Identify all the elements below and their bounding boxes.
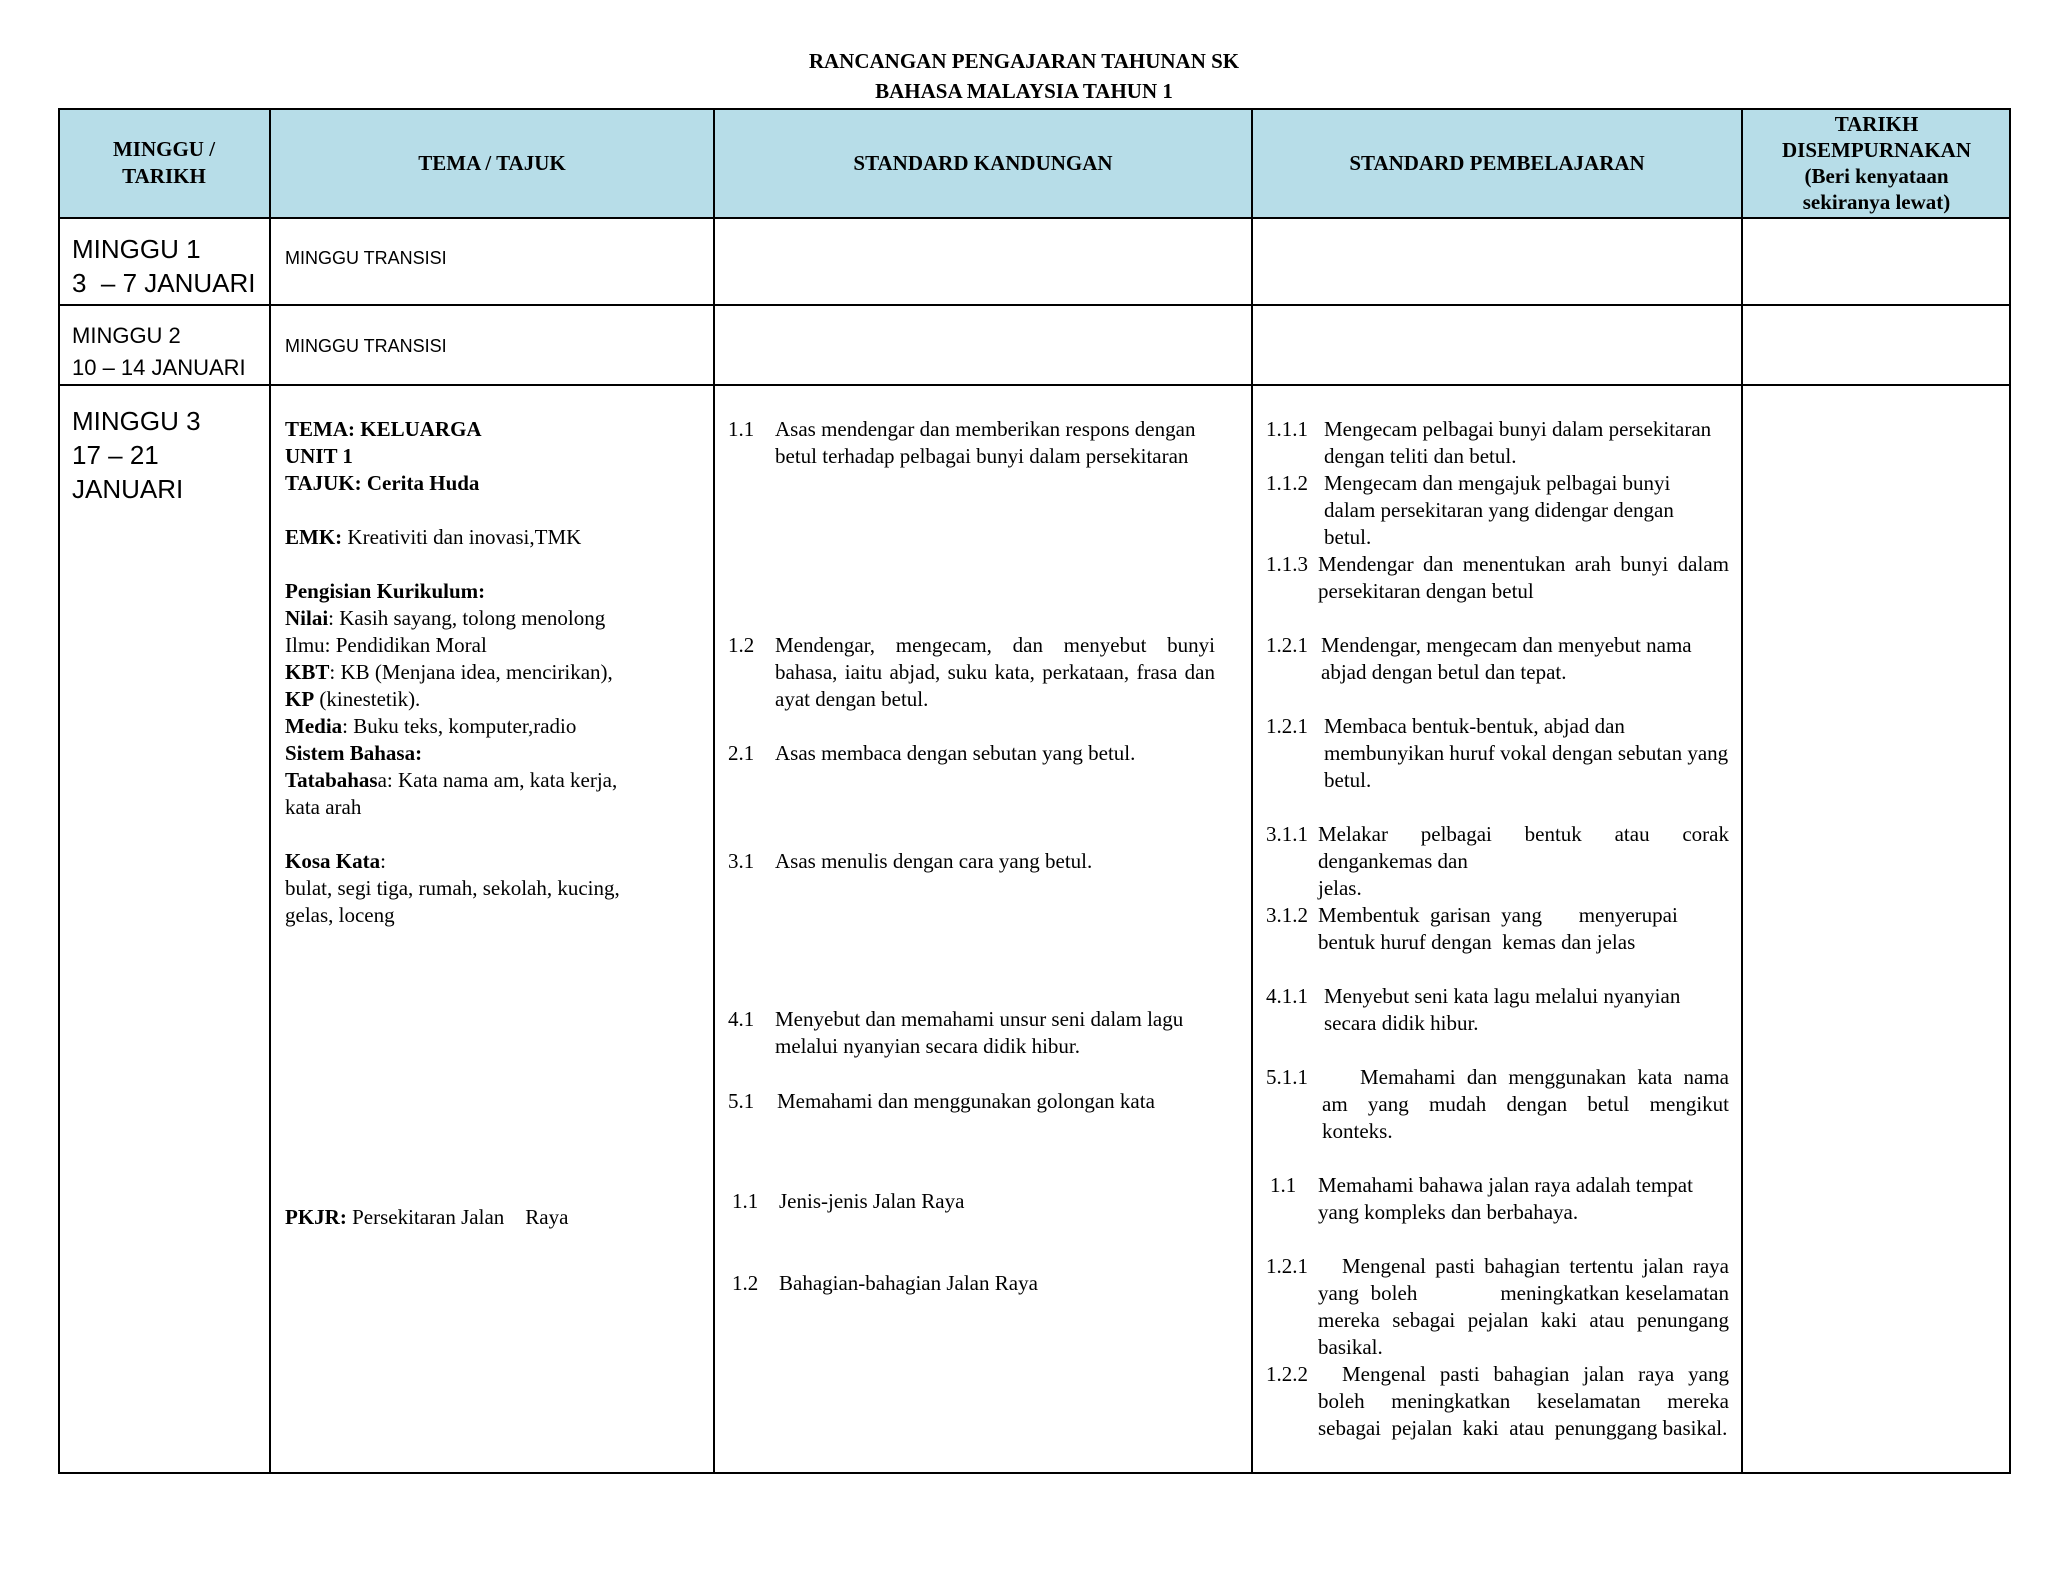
row1-date: 3 – 7 JANUARI — [72, 268, 256, 298]
ilmu-value: Ilmu: Pendidikan Moral — [285, 633, 487, 657]
sp-item-text: Mengenal pasti bahagian tertentu jalan raya yang boleh meningkatkan keselamatan mereka sebagai pejalan kaki atau penungang basikal. — [1318, 1254, 1740, 1359]
sk-item-number: 1.2 — [732, 1271, 759, 1295]
sk-item-number: 1.2 — [728, 633, 755, 657]
kbt-value: : KB (Menjana idea, mencirikan), — [329, 660, 613, 684]
sk-item — [732, 1270, 1232, 1297]
sk-item-text: Jenis-jenis Jalan Raya — [779, 1189, 965, 1213]
sp-item-text: Mengecam pelbagai bunyi dalam persekitaran dengan teliti dan betul. — [1324, 417, 1712, 468]
sp-item-text: Mengenal pasti bahagian jalan raya yang boleh meningkatkan keselamatan mereka sebagai pejalan kaki atau penunggang basikal. — [1318, 1362, 1735, 1440]
header-tarikh-line2: DISEMPURNAKAN — [1782, 138, 1971, 162]
header-standard-pembelajaran — [1252, 108, 1742, 218]
sp-item-number: 1.2.1 — [1266, 1254, 1308, 1278]
kosa-kata-colon: : — [380, 849, 386, 873]
sp-item-text: Membaca bentuk-bentuk, abjad dan membunyikan huruf vokal dengan sebutan yang betul. — [1324, 714, 1729, 792]
sk-item-text: Asas mendengar dan memberikan respons dengan betul terhadap pelbagai bunyi dalam persekitaran — [775, 417, 1196, 468]
kosa-kata-line1: bulat, segi tiga, rumah, sekolah, kucing, — [285, 876, 620, 900]
unit-label: UNIT 1 — [285, 444, 353, 468]
sp-item — [1266, 983, 1736, 1037]
header-minggu — [58, 108, 270, 218]
pkjr-line — [285, 1204, 695, 1231]
header-tarikh-line3: (Beri kenyataan — [1804, 164, 1949, 188]
tatabahasa-label: Tatabahas — [285, 768, 378, 792]
table-border-top — [58, 108, 2011, 110]
header-tema-label: TEMA / TAJUK — [418, 150, 566, 175]
sp-item-text: Mengecam dan mengajuk pelbagai bunyi dalam persekitaran yang didengar dengan betul. — [1324, 471, 1674, 549]
sp-item — [1266, 875, 1736, 902]
sp-item — [1266, 470, 1736, 551]
emk-value: Kreativiti dan inovasi,TMK — [342, 525, 582, 549]
col-divider-3 — [1251, 108, 1253, 1474]
header-sk-label: STANDARD KANDUNGAN — [853, 150, 1113, 175]
header-minggu-line1: MINGGU / — [112, 137, 216, 161]
row1-week-cell — [72, 232, 267, 300]
sp-item — [1266, 1361, 1736, 1469]
row2-divider — [58, 384, 2011, 386]
sp-item — [1266, 821, 1736, 875]
sp-item — [1266, 713, 1736, 794]
sp-item-number: 1.2.1 — [1266, 714, 1308, 738]
sp-item-text: Mendengar, mengecam dan menyebut nama abjad dengan betul dan tepat. — [1321, 633, 1692, 684]
sp-item-number: 3.1.1 — [1266, 822, 1308, 846]
tema-label: TEMA: KELUARGA — [285, 417, 482, 441]
document-title: RANCANGAN PENGAJARAN TAHUNAN SK — [808, 49, 1240, 73]
sk-item-text: Asas menulis dengan cara yang betul. — [775, 849, 1093, 873]
col-divider-1 — [269, 108, 271, 1474]
sk-item — [728, 1006, 1238, 1060]
sp-item — [1266, 1064, 1736, 1145]
sk-item-text: Asas membaca dengan sebutan yang betul. — [775, 741, 1136, 765]
sk-item-text: Bahagian-bahagian Jalan Raya — [779, 1271, 1038, 1295]
sk-item-text: Memahami dan menggunakan golongan kata — [777, 1089, 1155, 1113]
sk-item-number: 4.1 — [728, 1007, 755, 1031]
sp-item — [1266, 902, 1736, 956]
sp-item — [1266, 551, 1736, 605]
row2-week: MINGGU 2 — [72, 323, 181, 348]
pkjr-label: PKJR: — [285, 1205, 347, 1229]
row1-tema: MINGGU TRANSISI — [285, 248, 447, 268]
table-border-bottom — [58, 1472, 2011, 1474]
sp-item-number: 1.2.1 — [1266, 633, 1308, 657]
table-border-left — [58, 108, 60, 1474]
sp-item-number: 1.1 — [1270, 1173, 1297, 1197]
row3-week-cell — [72, 404, 267, 506]
tatabahasa-value-2: kata arah — [285, 795, 362, 819]
sk-item — [728, 632, 1238, 713]
nilai-value: : Kasih sayang, tolong menolong — [328, 606, 606, 630]
sp-item-text: Menyebut seni kata lagu melalui nyanyian secara didik hibur. — [1324, 984, 1681, 1035]
sk-item — [728, 740, 1238, 767]
sk-item-number: 1.1 — [728, 417, 755, 441]
emk-label: EMK: — [285, 525, 343, 549]
row2-week-cell — [72, 320, 267, 384]
pengisian-label: Pengisian Kurikulum: — [285, 579, 486, 603]
sk-item — [728, 1088, 1238, 1115]
sp-item-text: Memahami bahawa jalan raya adalah tempat yang kompleks dan berbahaya. — [1318, 1173, 1693, 1224]
sp-item-text: Membentuk garisan yang menyerupai bentuk huruf dengan kemas dan jelas — [1318, 903, 1684, 954]
sp-item-text: jelas. — [1318, 876, 1362, 900]
header-tarikh-line4: sekiranya lewat) — [1802, 190, 1951, 214]
sp-item-number: 1.1.3 — [1266, 552, 1308, 576]
row1-week: MINGGU 1 — [72, 234, 201, 264]
media-value: : Buku teks, komputer,radio — [342, 714, 577, 738]
sk-item-number: 3.1 — [728, 849, 755, 873]
header-tema — [270, 108, 714, 218]
sp-item-number: 4.1.1 — [1266, 984, 1308, 1008]
sk-item-text: Mendengar, mengecam, dan menyebut bunyi bahasa, iaitu abjad, suku kata, perkataan, frasa dan ayat dengan betul. — [775, 633, 1215, 711]
sp-item-number: 3.1.2 — [1266, 903, 1308, 927]
lesson-plan-table — [58, 108, 2011, 1474]
kosa-kata-line2: gelas, loceng — [285, 903, 395, 927]
sk-item — [728, 848, 1238, 875]
sk-item — [728, 416, 1238, 497]
row3-date-line1: 17 – 21 — [72, 440, 159, 470]
row2-date: 10 – 14 JANUARI — [72, 355, 246, 380]
sp-item-text: Mendengar dan menentukan arah bunyi dalam persekitaran dengan betul — [1318, 552, 1729, 603]
row3-tema-cell — [285, 416, 695, 929]
sistem-bahasa-label: Sistem Bahasa: — [285, 741, 423, 765]
row2-tema: MINGGU TRANSISI — [285, 336, 447, 356]
kp-label: KP — [285, 687, 315, 711]
sp-item-number: 1.1.1 — [1266, 417, 1308, 441]
header-minggu-line2: TARIKH — [122, 164, 206, 188]
tatabahasa-value: a: Kata nama am, kata kerja, — [377, 768, 618, 792]
col-divider-2 — [713, 108, 715, 1474]
col-divider-4 — [1741, 108, 1743, 1474]
sp-item-text: Memahami dan menggunakan kata nama am yang mudah dengan betul mengikut konteks. — [1322, 1065, 1729, 1143]
kp-value: (kinestetik). — [314, 687, 421, 711]
row1-divider — [58, 304, 2011, 306]
sp-item-number: 1.1.2 — [1266, 471, 1308, 495]
header-divider — [58, 217, 2011, 219]
header-tarikh-line1: TARIKH — [1834, 112, 1919, 136]
document-subtitle: BAHASA MALAYSIA TAHUN 1 — [875, 79, 1173, 103]
header-tarikh — [1742, 108, 2011, 218]
media-label: Media — [285, 714, 343, 738]
tajuk-label: TAJUK: Cerita Huda — [285, 471, 480, 495]
sk-item-text: Menyebut dan memahami unsur seni dalam lagu melalui nyanyian secara didik hibur. — [775, 1007, 1184, 1058]
header-standard-kandungan — [714, 108, 1252, 218]
sk-item-number: 2.1 — [728, 741, 755, 765]
sk-item-number: 5.1 — [728, 1089, 755, 1113]
kosa-kata-label: Kosa Kata — [285, 849, 381, 873]
sp-item-number: 5.1.1 — [1266, 1065, 1308, 1089]
sp-item-number: 1.2.2 — [1266, 1362, 1308, 1386]
pkjr-value: Persekitaran Jalan Raya — [346, 1205, 569, 1229]
sk-item — [732, 1188, 1232, 1215]
row3-week: MINGGU 3 — [72, 406, 201, 436]
table-border-right — [2009, 108, 2011, 1474]
sp-item — [1266, 416, 1736, 470]
sp-item-text: Melakar pelbagai bentuk atau corak dengankemas dan — [1318, 822, 1729, 873]
sp-item — [1270, 1172, 1736, 1226]
sk-item-number: 1.1 — [732, 1189, 759, 1213]
kbt-label: KBT — [285, 660, 330, 684]
nilai-label: Nilai — [285, 606, 329, 630]
header-sp-label: STANDARD PEMBELAJARAN — [1349, 150, 1645, 175]
sp-item — [1266, 632, 1736, 686]
sp-item — [1266, 1253, 1740, 1361]
row3-date-line2: JANUARI — [72, 474, 184, 504]
